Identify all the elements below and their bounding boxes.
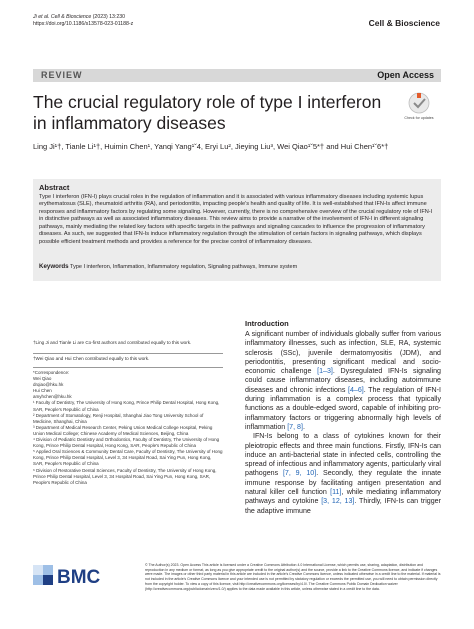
article-type-label: REVIEW [41, 70, 83, 80]
reference-link[interactable]: [4–6] [347, 385, 364, 394]
intro-text-run: . Thirdly, IFN-Is can trigger the adaptive immune [245, 497, 441, 515]
open-access-badge: Open Access [367, 69, 441, 82]
footnote-divider [33, 353, 223, 354]
check-for-updates-label: Check for updates [404, 116, 434, 120]
keywords [39, 263, 436, 271]
reference-link[interactable]: [3, 12, 13] [321, 497, 355, 506]
article-title: The crucial regulatory role of type I interferon in inflammatory diseases [33, 92, 382, 133]
license-statement: © The Author(s) 2023. Open Access This article is licensed under a Creative Commons Attribution 4.0 International License, which permits use, sharing, adaptation, distribution and reproduction in any medium or format, as long as you give appropriate credit to the original author(s) and the source, provide a link to the Creative Commons licence, and indicate if changes were made. The images or other third party material in this article are included in the article's Creative Commons licence, unless indicated otherwise in a credit line to the material. If material is not included in the article's Creative Commons licence and your intended use is not permitted by statutory regulation or exceeds the permitted use, you will need to obtain permission directly from the copyright holder. To view a copy of this licence, visit http://creativecommons.org/licenses/by/4.0/. The Creative Commons Public Domain Dedication waiver (http://creativecommons.org/publicdomain/zero/1.0/) applies to the data made available in this article, unless otherwise stated in a credit line to the data. [145, 563, 441, 591]
author-list: Ling Ji¹†, Tianle Li¹†, Huimin Chen¹, Yanqi Yang¹˘4, Eryi Lu², Jieying Liu³, Wei Qiao¹˘5*† and Hui Chen¹˘6*† [33, 142, 389, 151]
intro-text-run: , while mediating inflammatory pathways and cytokine [245, 488, 441, 506]
abstract-text: Type I interferon (IFN-I) plays crucial roles in the regulation of inflammation and it is associated with various inflammatory diseases including systemic lupus erythematosus (SLE), rheumatoid arthritis (RA), and periodontitis, impacting people's health and quality of life. It is well-established that IFN-Is affect immune responses and inflammatory factors by regulating some signaling. However, currently, there is no comprehensive overview of the crucial regulatory role of IFN-I in distinctive pathways as well as associated inflammatory diseases. This review aims to provide a narrative of the involvement of IFN-I in different signaling pathways, mainly mediating the related key factors with specific targets in the pathways and signaling cascades to influence the progression of inflammatory diseases. As such, we suggested that IFN-Is induce inflammatory regulation through the stimulation of certain factors in signaling pathways, which displays possible efficient treatment methods and provides a reference for the precise control of inflammatory diseases. [39, 194, 433, 245]
reference-link[interactable]: [7, 9, 10] [282, 469, 317, 478]
bmc-logo [33, 563, 121, 587]
keywords-list: Type I interferon, Inflammation, Inflammatory regulation, Signaling pathways, Immune system [70, 264, 298, 270]
doi-link[interactable]: https://doi.org/10.1186/s13578-023-01188-z [33, 21, 134, 27]
cocorresponding-note: †Wei Qiao and Hui Chen contributed equally to this work. [33, 356, 150, 361]
bmc-logo-text: BMC [57, 567, 101, 587]
reference-link[interactable]: [1–3] [317, 367, 333, 376]
intro-text-run: IFN-Is belong to a class of cytokines known for their pleiotropic effects and three main functions. Firstly, IFN-Is can induce an anti-bacterial state in infected cells, controlling the spread of infectious and inflammatory agents, particularly viral pathogens [245, 432, 441, 478]
check-for-updates-icon[interactable] [402, 91, 436, 129]
article-citation [33, 14, 133, 28]
correspondence-affiliations: *Correspondence: Wei Qiao drqiao@hku.hk Hui Chen amyhchen@hku.hk ¹ Faculty of Dentistry, The University of Hong Kong, Prince Philip Dental Hospital, Hong Kong, SAR, People's Republic of China ² Department of Stomatology, Renji Hospital, Shanghai Jiao Tong University School of Medicine, Shanghai, China ³ Department of Medical Research Center, Peking Union Medical College Hospital, Peking Union Medical College; Chinese Academy of Medical Sciences, Beijing, China ⁴ Division of Pediatric Dentistry and Orthodontics, Faculty of Dentistry, The University of Hong Kong, Prince Philip Dental Hospital, Hong Kong, SAR, People's Republic of China ⁵ Applied Oral Sciences & Community Dental Care, Faculty of Dentistry, The University of Hong Kong, Prince Philip Dental Hospital, Level 3, 34 Hospital Road, Sai Ying Pun, Hong Kong, SAR, People's Republic of China ⁶ Division of Restorative Dental Sciences, Faculty of Dentistry, The University of Hong Kong, Prince Philip Dental Hospital, Level 3, 34 Hospital Road, Sai Ying Pun, Hong Kong, SAR, People's Republic of China [33, 370, 223, 485]
intro-text-run: . Dysregulated IFN-Is signaling could cause inflammatory diseases, including autoimmune diseases and chronic infections [245, 367, 441, 394]
reference-link[interactable]: [7, 8] [287, 422, 303, 431]
intro-text-run: . [302, 422, 305, 431]
journal-name: Cell & Bioscience [368, 18, 440, 28]
abstract-heading: Abstract [39, 183, 70, 192]
intro-text-run: . The regulation of IFN-I during inflammation is a complex process that typically functions as a double-edged sword, capable of inhibiting pro-inflammatory factors or triggering abnormally high levels of inflammation [245, 385, 441, 431]
journal-line: Ji et al. Cell & Bioscience [33, 14, 92, 20]
intro-paragraph [245, 432, 441, 516]
introduction-text [245, 330, 441, 516]
introduction-heading: Introduction [245, 319, 289, 328]
intro-text-run: . Secondly, they regulate the innate immune response by facilitating antigen presentation and natural killer cell function [245, 469, 442, 497]
keywords-label: Keywords [39, 263, 69, 270]
citation: (2023) 13:230 [92, 14, 126, 20]
reference-link[interactable]: [11] [330, 488, 342, 497]
footnote-divider [33, 367, 223, 368]
cofirst-author-note: †Ling Ji and Tianle Li are Co-first authors and contributed equally to this work. [33, 340, 192, 345]
intro-text-run: A significant number of individuals globally suffer from various inflammatory illnesses, such as infection, SLE, RA, systemic sclerosis (SSc), juvenile dermatomyositis (JDM), and periodontitis, presenting significant medical and socio-economic challenge [245, 330, 441, 376]
intro-paragraph [245, 330, 441, 432]
